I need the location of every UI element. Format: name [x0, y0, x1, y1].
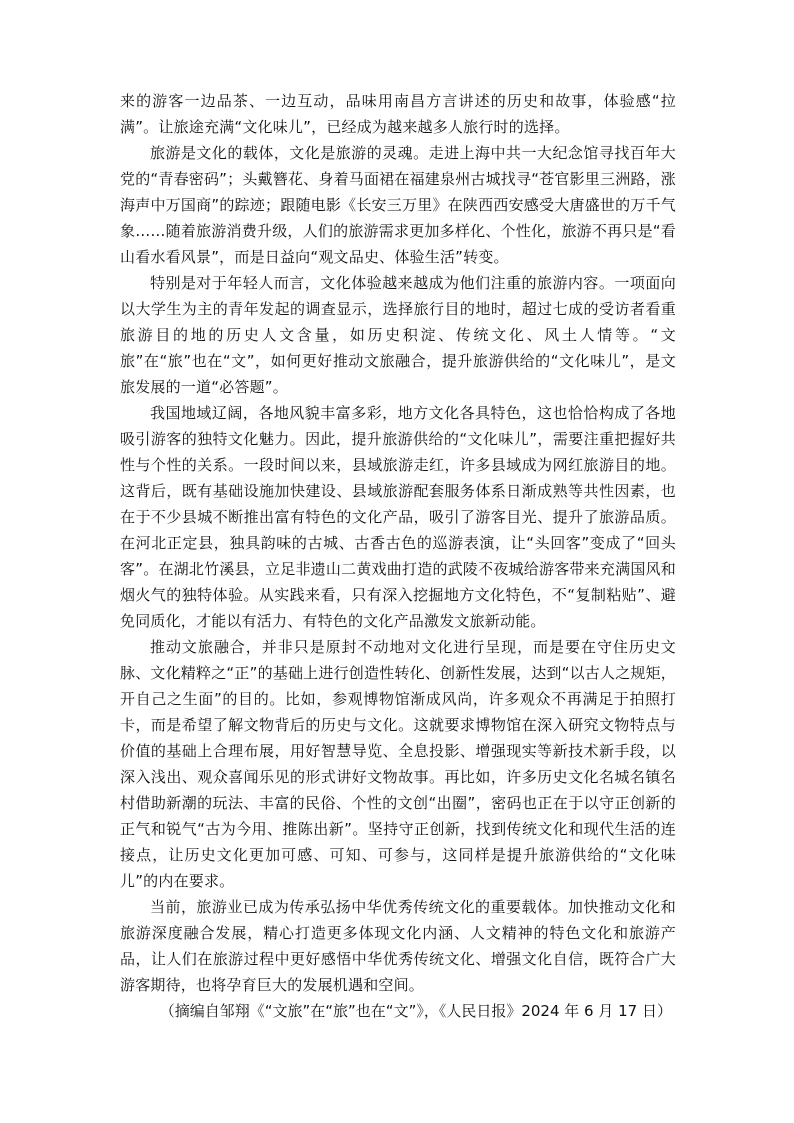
source-citation: （摘编自邹翔《“文旅”在“旅”也在“文”》，《人民日报》2024 年 6 月 17 日）: [159, 1002, 672, 1020]
paragraph-continued: 来的游客一边品茶、一边互动，品味用南昌方言讲述的历史和故事，体验感“拉满”。让旅途充满“文化味儿”，已经成为越来越多人旅行时的选择。: [120, 92, 676, 136]
paragraph-local-culture: 我国地域辽阔，各地风貌丰富多彩，地方文化各具特色，这也恰恰构成了各地吸引游客的独特文化魅力。因此，提升旅游供给的“文化味儿”，需要注重把握好共性与个性的关系。一段时间以来，县域旅游走红，许多县域成为网红旅游目的地。这背后，既有基础设施加快建设、县域旅游配套服务体系日渐成熟等共性因素，也在于不少县城不断推出富有特色的文化产品，吸引了游客目光、提升了旅游品质。在河北正定县，独具韵味的古城、古香古色的巡游表演，让“头回客”变成了“回头客”。在湖北竹溪县，立足非遗山二黄戏曲打造的武陵不夜城给游客带来充满国风和烟火气的独特体验。从实践来看，只有深入挖掘地方文化特色，不“复制粘贴”、避免同质化，才能以有活力、有特色的文化产品激发文旅新动能。: [120, 404, 676, 630]
article-body: [120, 88, 676, 1039]
paragraph-tourism-culture: 旅游是文化的载体，文化是旅游的灵魂。走进上海中共一大纪念馆寻找百年大党的“青春密码”；头戴簪花、身着马面裙在福建泉州古城找寻“苍官影里三洲路，涨海声中万国商”的踪迹；跟随电影《长安三万里》在陕西西安感受大唐盛世的万千气象……随着旅游消费升级，人们的旅游需求更加多样化、个性化，旅游不再只是“看山看水看风景”，而是日益向“观文品史、体验生活”转变。: [120, 144, 676, 266]
paragraph-conclusion: 当前，旅游业已成为传承弘扬中华优秀传统文化的重要载体。加快推动文化和旅游深度融合发展，精心打造更多体现文化内涵、人文精神的特色文化和旅游产品，让人们在旅游过程中更好感悟中华优秀传统文化、增强文化自信，既符合广大游客期待，也将孕育巨大的发展机遇和空间。: [120, 898, 676, 994]
paragraph-integration: 推动文旅融合，并非只是原封不动地对文化进行呈现，而是要在守住历史文脉、文化精粹之“正”的基础上进行创造性转化、创新性发展，达到“以古人之规矩，开自己之生面”的目的。比如，参观博物馆渐成风尚，许多观众不再满足于拍照打卡，而是希望了解文物背后的历史与文化。这就要求博物馆在深入研究文物特点与价值的基础上合理布展，用好智慧导览、全息投影、增强现实等新技术新手段，以深入浅出、观众喜闻乐见的形式讲好文物故事。再比如，许多历史文化名城名镇名村借助新潮的玩法、丰富的民俗、个性的文创“出圈”，密码也正在于以守正创新的正气和锐气“古为今用、推陈出新”。坚持守正创新，找到传统文化和现代生活的连接点，让历史文化更加可感、可知、可参与，这同样是提升旅游供给的“文化味儿”的内在要求。: [120, 638, 676, 890]
paragraph-young-people: 特别是对于年轻人而言，文化体验越来越成为他们注重的旅游内容。一项面向以大学生为主的青年发起的调查显示，选择旅行目的地时，超过七成的受访者看重旅游目的地的历史人文含量，如历史积淀、传统文化、风土人情等。“文旅”在“旅”也在“文”，如何更好推动文旅融合，提升旅游供给的“文化味儿”，是文旅发展的一道“必答题”。: [120, 274, 676, 396]
